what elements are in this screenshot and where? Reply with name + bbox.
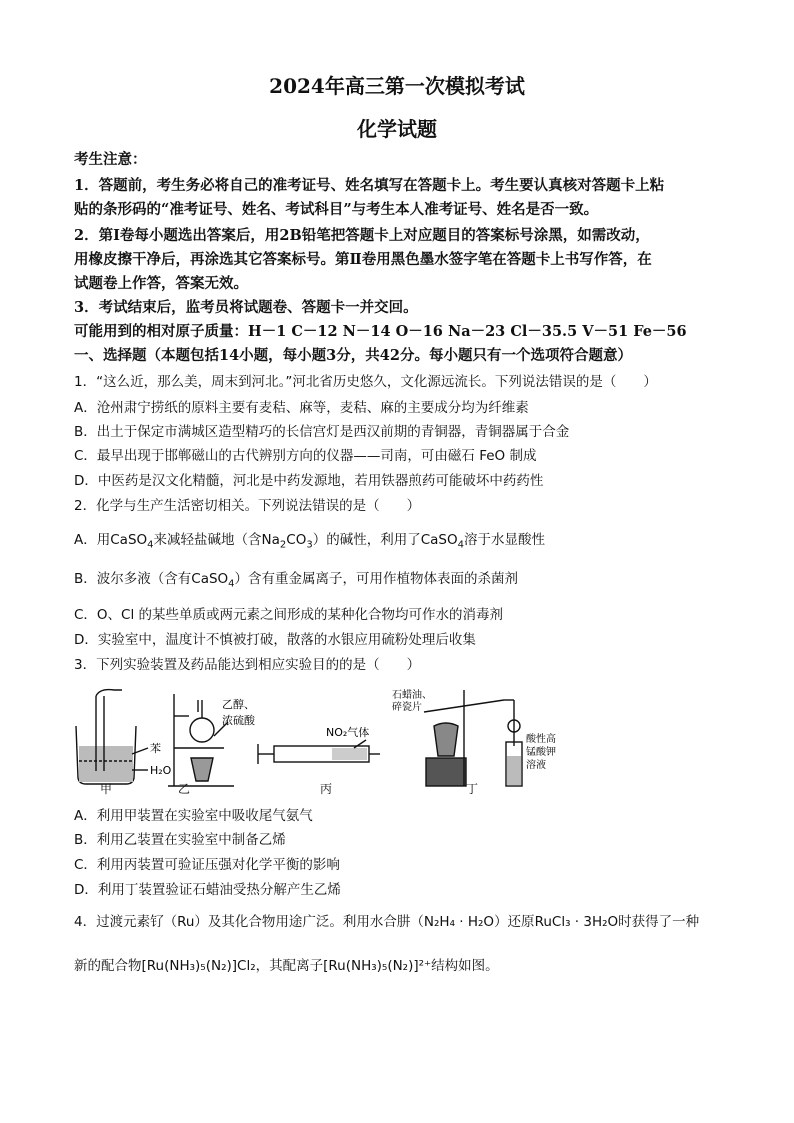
figure-label-bing: 丙 — [320, 782, 333, 796]
label-benzene: 苯 — [150, 742, 161, 755]
question-2-option-b: B．波尔多液（含有CaSO$_4$）含有重金属离子，可用作植物体表面的杀菌剂 — [74, 571, 519, 590]
notice-item-1-line-2: 贴的条形码的“准考证号、姓名、考试科目”与考生本人准考证号、姓名是否一致。 — [74, 201, 599, 218]
question-4-line-1: 4．过渡元素钌（Ru）及其化合物用途广泛。利用水合肼（N₂H₄ · H₂O）还原RuCl₃ · 3H₂O时获得了一种 — [74, 914, 700, 930]
apparatus-drawing — [74, 686, 614, 798]
question-3-option-c: C．利用丙装置可验证压强对化学平衡的影响 — [74, 857, 340, 873]
figure-label-yi: 乙 — [178, 782, 191, 796]
apparatus-jia — [76, 690, 148, 784]
label-no2: NO₂气体 — [326, 726, 370, 739]
label-kmno4-1: 酸性高 — [526, 734, 556, 745]
notice-item-2-line-3: 试题卷上作答，答案无效。 — [74, 275, 248, 292]
question-2-option-a: A．用CaSO$_4$来减轻盐碱地（含$Na_2CO_3$）的碱性，利用了CaSO$_4$溶于水显酸性 — [74, 532, 545, 551]
question-1-option-c: C．最早出现于邯郸磁山的古代辨别方向的仪器——司南，可由磁石 FeO 制成 — [74, 448, 537, 464]
exam-title: 2024年高三第一次模拟考试 — [269, 74, 525, 98]
question-4-line-2: 新的配合物[Ru(NH₃)₅(N₂)]Cl₂，其配离子[Ru(NH₃)₅(N₂)]²⁺结构如图。 — [74, 958, 499, 974]
question-1-option-b: B．出土于保定市满城区造型精巧的长信宫灯是西汉前期的青铜器，青铜器属于合金 — [74, 424, 570, 440]
notice-item-3: 3．考试结束后，监考员将试题卷、答题卡一并交回。 — [74, 299, 418, 316]
question-3-stem: 3．下列实验装置及药品能达到相应实验目的的是（ ） — [74, 657, 421, 673]
notice-item-2-line-1: 2．第Ⅰ卷每小题选出答案后，用2B铅笔把答题卡上对应题目的答案标号涂黑，如需改动， — [74, 227, 650, 244]
question-3-option-b: B．利用乙装置在实验室中制备乙烯 — [74, 832, 286, 848]
label-water: H₂O — [150, 764, 172, 777]
notice-item-1-line-1: 1．答题前，考生务必将自己的准考证号、姓名填写在答题卡上。考生要认真核对答题卡上粘 — [74, 177, 665, 194]
notice-heading: 考生注意： — [74, 151, 147, 168]
apparatus-ding — [424, 690, 522, 786]
label-kmno4-2: 锰酸钾 — [526, 747, 556, 758]
exam-subject: 化学试题 — [357, 117, 437, 141]
label-acid: 浓硫酸 — [222, 714, 255, 727]
label-kmno4-3: 溶液 — [526, 760, 546, 771]
question-2-option-d: D．实验室中，温度计不慎被打破，散落的水银应用硫粉处理后收集 — [74, 632, 476, 648]
label-paraffin: 石蜡油、 — [392, 690, 432, 701]
question-1-option-d: D．中医药是汉文化精髓，河北是中药发源地，若用铁器煎药可能破坏中药药性 — [74, 473, 544, 489]
question-3-option-a: A．利用甲装置在实验室中吸收尾气氨气 — [74, 808, 313, 824]
figure-label-jia: 甲 — [100, 782, 113, 796]
atomic-masses: 可能用到的相对原子质量：H－1 C－12 N－14 O－16 Na－23 Cl－35.5 V－51 Fe－56 — [74, 323, 687, 340]
notice-item-2-line-2: 用橡皮擦干净后，再涂选其它答案标号。第Ⅱ卷用黑色墨水签字笔在答题卡上书写作答，在 — [74, 251, 652, 268]
label-porcelain: 碎瓷片 — [392, 702, 422, 713]
apparatus-bing — [258, 740, 380, 764]
question-3-apparatus-figure — [74, 686, 614, 798]
question-3-option-d: D．利用丁装置验证石蜡油受热分解产生乙烯 — [74, 882, 341, 898]
question-2-option-c: C．O、Cl 的某些单质或两元素之间形成的某种化合物均可作水的消毒剂 — [74, 607, 504, 623]
question-2-stem: 2．化学与生产生活密切相关。下列说法错误的是（ ） — [74, 498, 421, 514]
figure-label-ding: 丁 — [466, 782, 479, 796]
question-1-option-a: A．沧州肃宁捞纸的原料主要有麦秸、麻等，麦秸、麻的主要成分均为纤维素 — [74, 400, 529, 416]
question-1-stem: 1．“这么近，那么美，周末到河北。”河北省历史悠久，文化源远流长。下列说法错误的是（ ） — [74, 374, 657, 390]
label-ethanol: 乙醇、 — [222, 698, 255, 711]
section-1-heading: 一、选择题（本题包括14小题，每小题3分，共42分。每小题只有一个选项符合题意） — [74, 347, 632, 364]
